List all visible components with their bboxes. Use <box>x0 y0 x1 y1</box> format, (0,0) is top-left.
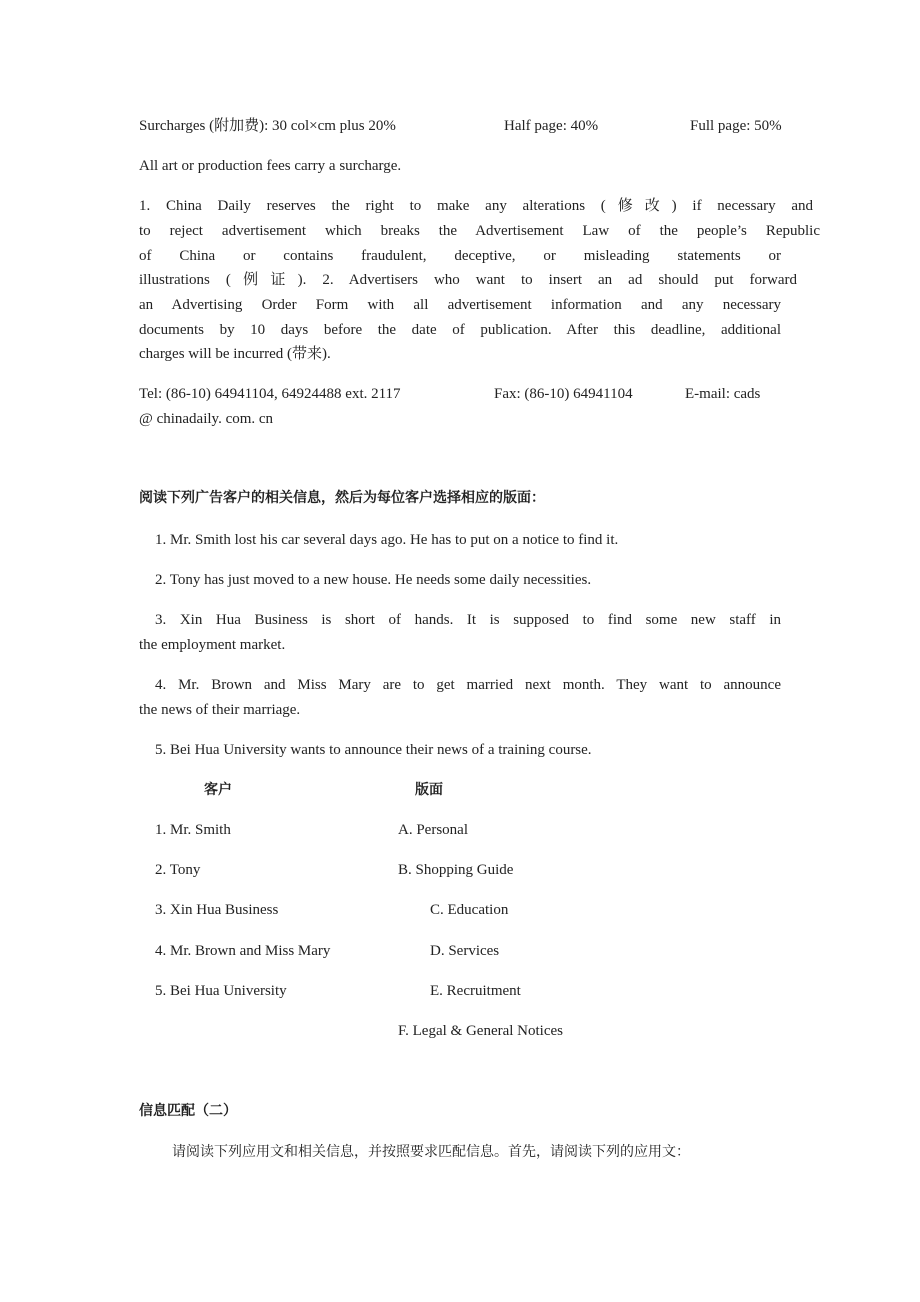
section-title: 信息匹配（二） <box>139 1103 237 1119</box>
client-item: 1. Mr. Smith <box>155 822 231 838</box>
section-item: B. Shopping Guide <box>398 862 514 878</box>
art-fees-text: All art or production fees carry a surcharge. <box>139 158 402 174</box>
terms-line: to reject advertisement which breaks the Advertisement Law of the people’s Republic <box>139 223 820 239</box>
question-line: the employment market. <box>139 637 286 653</box>
question-line: 4. Mr. Brown and Miss Mary are to get married next month. They want to announce <box>155 677 781 693</box>
question-line: the news of their marriage. <box>139 702 301 718</box>
section-item: F. Legal & General Notices <box>398 1023 563 1039</box>
terms-line: illustrations (例证). 2. Advertisers who want to insert an ad should put forward <box>139 272 797 288</box>
terms-line: an Advertising Order Form with all advertisement information and any necessary <box>139 297 781 313</box>
half-page-surcharge: Half page: 40% <box>504 118 599 134</box>
contact-email-domain: @ chinadaily. com. cn <box>139 411 274 427</box>
section-item: E. Recruitment <box>430 983 521 999</box>
terms-line: 1. China Daily reserves the right to make any alterations (修改) if necessary and <box>139 198 813 214</box>
question-line: 3. Xin Hua Business is short of hands. It is supposed to find some new staff in <box>155 612 781 628</box>
client-item: 4. Mr. Brown and Miss Mary <box>155 943 331 959</box>
section-intro: 请阅读下列应用文和相关信息，并按照要求匹配信息。首先，请阅读下列的应用文： <box>172 1144 690 1160</box>
sections-header: 版面 <box>415 782 443 798</box>
client-item: 2. Tony <box>155 862 201 878</box>
clients-header: 客户 <box>204 782 232 798</box>
question-line: 1. Mr. Smith lost his car several days ago. He has to put on a notice to find it. <box>155 532 619 548</box>
instruction-heading: 阅读下列广告客户的相关信息，然后为每位客户选择相应的版面： <box>139 490 545 506</box>
question-line: 5. Bei Hua University wants to announce their news of a training course. <box>155 742 592 758</box>
contact-email: E-mail: cads <box>685 386 761 402</box>
client-item: 5. Bei Hua University <box>155 983 287 999</box>
terms-line: charges will be incurred (带来). <box>139 346 331 362</box>
full-page-surcharge: Full page: 50% <box>690 118 782 134</box>
terms-line: documents by 10 days before the date of publication. After this deadline, additional <box>139 322 781 338</box>
section-item: D. Services <box>430 943 500 959</box>
section-item: C. Education <box>430 902 509 918</box>
question-line: 2. Tony has just moved to a new house. He needs some daily necessities. <box>155 572 592 588</box>
terms-line: of China or contains fraudulent, deceptive, or misleading statements or <box>139 248 781 264</box>
contact-tel: Tel: (86-10) 64941104, 64924488 ext. 2117 <box>139 386 401 402</box>
surcharges-text: Surcharges (附加费): 30 col×cm plus 20% <box>139 118 396 134</box>
client-item: 3. Xin Hua Business <box>155 902 279 918</box>
section-item: A. Personal <box>398 822 468 838</box>
contact-fax: Fax: (86-10) 64941104 <box>494 386 633 402</box>
